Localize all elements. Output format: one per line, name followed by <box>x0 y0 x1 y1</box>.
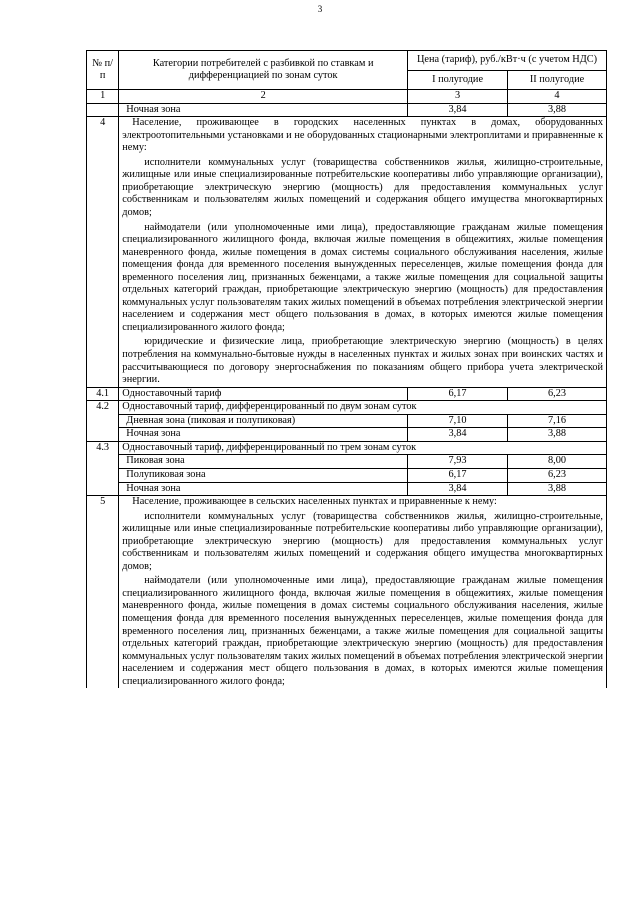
table-row <box>87 428 607 442</box>
section-paragraph: наймодатели (или уполномоченные ими лица), предоставляющие гражданам жилые помещения специализированного жилищного фонда, включая жилые помещения в общежитиях, жилые помещения маневренного фонда, жилые помещения в домах системы социального обслуживания населения, жилые помещения фонда для временного поселения вынужденных переселенцев, жилые помещения фонда для временного поселения лиц, признанных беженцами, а также жилые помещения для социальной защиты отдельных категорий граждан, приобретающие электрическую энергию (мощность) для предоставления коммунальных услуг пользователям таких жилых помещений в объемах потребления электрической энергии населением и содержания мест общего пользования в домах, в которых имеются жилые помещения специализированного жилого фонда; <box>122 221 603 333</box>
price-cell: 6,17 <box>408 387 508 401</box>
tariff-label: Одноставочный тариф <box>119 387 408 401</box>
section-intro: Население, проживающее в городских населенных пунктах в домах, оборудованных электроотопительными установками и не оборудованных стационарными электроплитами и приравненные к нему: <box>122 117 603 154</box>
index-cell: 4 <box>508 90 607 104</box>
section-paragraph: исполнители коммунальных услуг (товарищества собственников жилья, жилищно-строительные, жилищные или иные специализированные потребительские кооперативы либо управляющие организации), приобретающие электрическую энергию (мощность) для предоставления коммунальных услуг собственникам и пользователям жилых помещений и содержания общего имущества многоквартирных домов; <box>122 156 603 219</box>
header-num: № п/п <box>87 51 119 90</box>
row-number: 4.1 <box>87 387 119 401</box>
index-cell: 2 <box>119 90 408 104</box>
section-5-row <box>87 496 607 689</box>
price-cell: 8,00 <box>508 455 607 469</box>
price-cell: 3,84 <box>408 482 508 496</box>
zone-label: Полупиковая зона <box>119 468 408 482</box>
table-row <box>87 401 607 415</box>
price-cell: 6,23 <box>508 468 607 482</box>
table-row <box>87 414 607 428</box>
tariff-label: Одноставочный тариф, дифференцированный по двум зонам суток <box>119 401 607 415</box>
table-row <box>87 482 607 496</box>
price-cell: 3,84 <box>408 428 508 442</box>
tariff-table <box>86 50 607 688</box>
tariff-label: Одноставочный тариф, дифференцированный по трем зонам суток <box>119 441 607 455</box>
index-row <box>87 90 607 104</box>
header-category: Категории потребителей с разбивкой по ставкам и дифференциацией по зонам суток <box>119 51 408 90</box>
section-intro: Население, проживающее в сельских населенных пунктах и приравненные к нему: <box>132 496 497 508</box>
table-header-row <box>87 51 607 71</box>
zone-label: Дневная зона (пиковая и полупиковая) <box>119 414 408 428</box>
price-cell: 7,10 <box>408 414 508 428</box>
price-cell: 3,84 <box>408 103 508 117</box>
price-cell: 7,93 <box>408 455 508 469</box>
header-half-2: II полугодие <box>508 70 607 90</box>
price-cell: 3,88 <box>508 428 607 442</box>
row-number: 4 <box>87 117 119 387</box>
table-row <box>87 441 607 455</box>
zone-label: Ночная зона <box>119 103 408 117</box>
header-price: Цена (тариф), руб./кВт·ч (с учетом НДС) <box>408 51 607 71</box>
index-cell: 1 <box>87 90 119 104</box>
section-4-text <box>119 117 607 387</box>
table-row <box>87 455 607 469</box>
table-row <box>87 103 607 117</box>
section-paragraph: юридические и физические лица, приобретающие электрическую энергию (мощность) в целях потребления на коммунально-бытовые нужды в населенных пунктах и жилых зонах при воинских частях и рассчитывающиеся по договору энергоснабжения по показаниям общего прибора учета электрической энергии. <box>122 336 603 386</box>
section-paragraph: наймодатели (или уполномоченные ими лица), предоставляющие гражданам жилые помещения специализированного жилищного фонда, включая жилые помещения в общежитиях, жилые помещения маневренного фонда, жилые помещения в домах системы социального обслуживания населения, жилые помещения фонда для временного поселения вынужденных переселенцев, жилые помещения фонда для временного поселения лиц, признанных беженцами, а также жилые помещения для социальной защиты отдельных категорий граждан, приобретающие электрическую энергию (мощность) для предоставления коммунальных услуг пользователям таких жилых помещений в объемах потребления электрической энергии населением и содержания мест общего пользования в домах, в которых имеются жилые помещения специализированного жилого фонда; <box>122 575 603 687</box>
page-number: 3 <box>317 4 323 14</box>
section-4-row <box>87 117 607 387</box>
price-cell: 3,88 <box>508 482 607 496</box>
row-number: 5 <box>87 496 119 689</box>
section-5-text <box>119 496 607 689</box>
index-cell: 3 <box>408 90 508 104</box>
zone-label: Ночная зона <box>119 482 408 496</box>
zone-label: Пиковая зона <box>119 455 408 469</box>
price-cell: 7,16 <box>508 414 607 428</box>
table-row <box>87 468 607 482</box>
row-number: 4.3 <box>87 441 119 495</box>
price-cell: 6,23 <box>508 387 607 401</box>
header-half-1: I полугодие <box>408 70 508 90</box>
row-number: 4.2 <box>87 401 119 442</box>
price-cell: 6,17 <box>408 468 508 482</box>
price-cell: 3,88 <box>508 103 607 117</box>
zone-label: Ночная зона <box>119 428 408 442</box>
section-paragraph: исполнители коммунальных услуг (товарищества собственников жилья, жилищно-строительные, жилищные или иные специализированные потребительские кооперативы либо управляющие организации), приобретающие электрическую энергию (мощность) для предоставления коммунальных услуг собственникам и пользователям жилых помещений и содержания общего имущества многоквартирных домов; <box>122 510 603 572</box>
table-row <box>87 387 607 401</box>
